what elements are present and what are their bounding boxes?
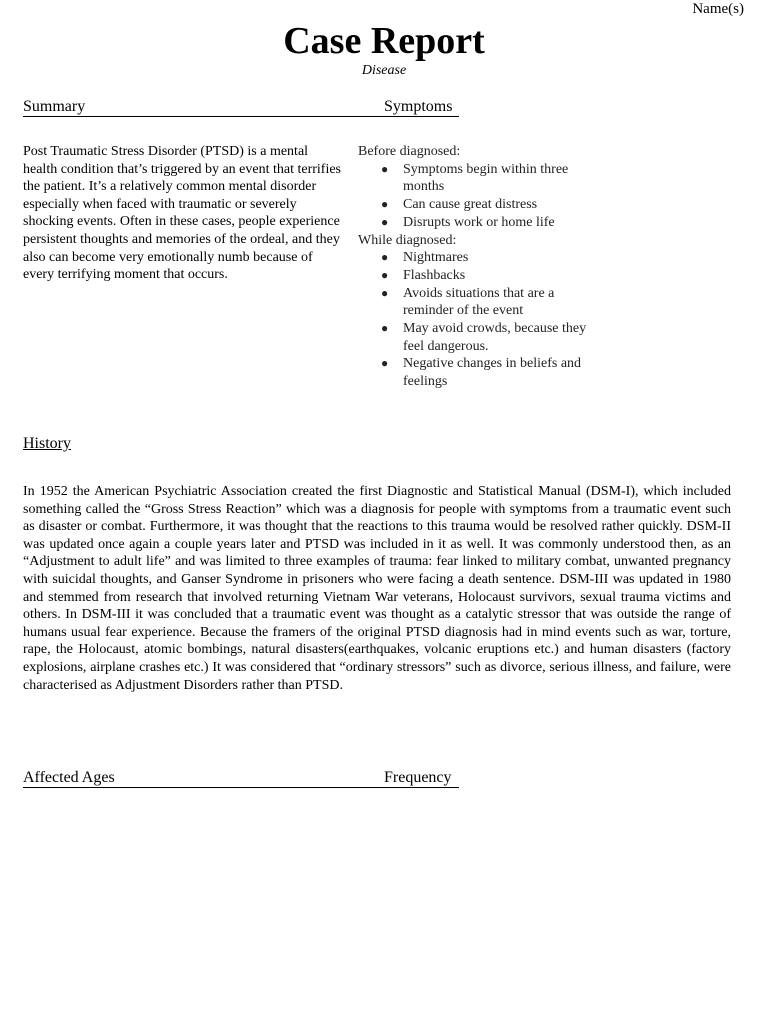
symptoms-heading: Symptoms bbox=[384, 98, 453, 115]
ages-frequency-rule bbox=[23, 787, 459, 788]
list-item: ● Disrupts work or home life bbox=[358, 214, 598, 232]
list-item: ● Avoids situations that are a reminder of the event bbox=[358, 285, 598, 320]
list-item: ● Nightmares bbox=[358, 249, 598, 267]
list-item: ● Negative changes in beliefs and feelings bbox=[358, 355, 598, 390]
symptoms-before-list bbox=[358, 161, 598, 232]
names-field: Name(s) bbox=[692, 1, 744, 17]
summary-heading: Summary bbox=[23, 98, 86, 115]
symptoms-while-label: While diagnosed: bbox=[358, 232, 457, 248]
page-subtitle: Disease bbox=[361, 63, 407, 78]
list-item: ● Symptoms begin within three months bbox=[358, 161, 598, 196]
summary-symptoms-rule bbox=[23, 116, 459, 117]
history-text: In 1952 the American Psychiatric Association created the first Diagnostic and Statistical Manual (DSM-I), which included something called the “Gross Stress Reaction” which was a diagnosis for people with symptoms from a traumatic event such as disaster or combat. Furthermore, it was thought that the reactions to this trauma would be resolved rather quickly. DSM-II was updated once again a couple years later and PTSD was included in it as well. It was commonly understood then, as an “Adjustment to adult life” and was limited to three examples of trauma: fear linked to military combat, unwanted pregnancy with suicidal thoughts, and Ganser Syndrome in prisoners who were facing a death sentence. DSM-III was updated in 1980 and stemmed from research that involved returning Vietnam War veterans, Holocaust survivors, sexual trauma victims and others. In DSM-III it was concluded that a traumatic event was thought as a catalytic stressor that was outside the range of humans usual fear experience. Because the framers of the original PTSD diagnosis had in mind events such as war, torture, rape, the Holocaust, atomic bombings, natural disasters(earthquakes, volcanic eruptions etc.) and human disasters (factory explosions, airplane crashes etc.) It was considered that “ordinary stressors” such as divorce, serious illness, and failure, were characterised as Adjustment Disorders rather than PTSD. bbox=[23, 484, 731, 693]
page-title: Case Report bbox=[283, 20, 485, 62]
symptoms-list bbox=[358, 143, 598, 391]
list-item: ● Flashbacks bbox=[358, 267, 598, 285]
history-heading: History bbox=[23, 435, 71, 452]
symptoms-while-list bbox=[358, 249, 598, 391]
list-item: ● Can cause great distress bbox=[358, 196, 598, 214]
affected-ages-heading: Affected Ages bbox=[23, 769, 115, 786]
list-item: ● May avoid crowds, because they feel dangerous. bbox=[358, 320, 598, 355]
frequency-heading: Frequency bbox=[384, 769, 452, 786]
summary-text: Post Traumatic Stress Disorder (PTSD) is a mental health condition that’s triggered by an event that terrifies the patient. It’s a relatively common mental disorder especially when faced with traumatic or severely shocking events. Often in these cases, people experience persistent thoughts and memories of the ordeal, and they also can become very emotionally numb because of every terrifying moment that occurs. bbox=[23, 144, 342, 283]
symptoms-before-label: Before diagnosed: bbox=[358, 144, 461, 159]
